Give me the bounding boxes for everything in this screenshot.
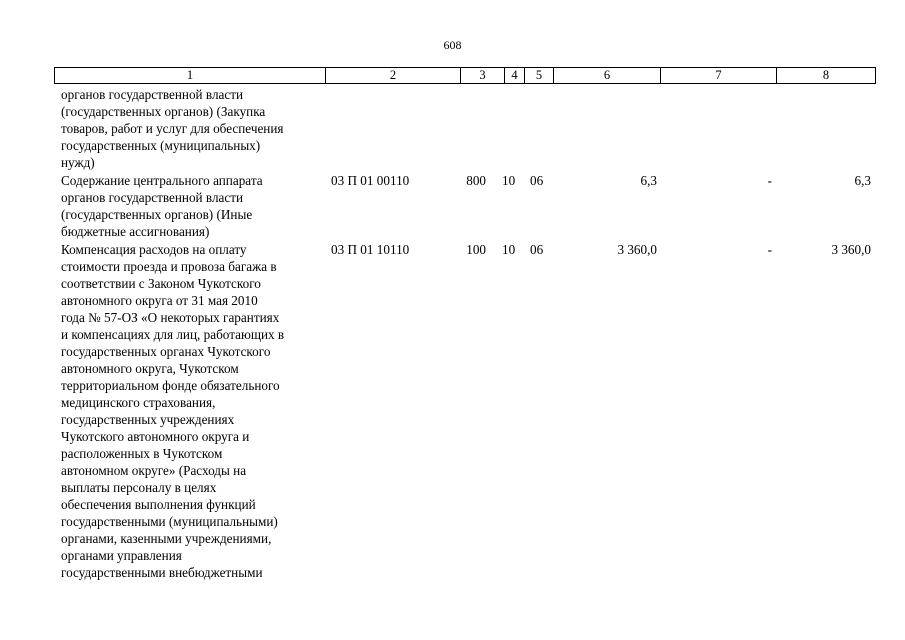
table-header (54, 67, 876, 84)
header-col-8: 8 (822, 68, 830, 82)
row-pr: 06 (530, 242, 544, 257)
row-sum-3: 3 360,0 (831, 242, 871, 257)
description-line: органов государственной власти (61, 190, 244, 205)
description-line: и компенсациях для лиц, работающих в (61, 327, 285, 342)
header-col-1: 1 (55, 68, 326, 83)
description-line: бюджетные ассигнования) (61, 224, 210, 239)
description-line: государственными внебюджетными (61, 565, 263, 580)
description-line: органов государственной власти (61, 87, 244, 102)
header-col-3: 3 (461, 68, 505, 83)
row-rz: 10 (502, 173, 516, 188)
description-line: Чукотского автономного округа и (61, 429, 250, 444)
description-line: (государственных органов) (Иные (61, 207, 253, 222)
description-line: государственными (муниципальными) (61, 514, 278, 529)
description-line: органами управления (61, 548, 182, 563)
description-line: нужд) (61, 155, 95, 170)
row-vr: 800 (466, 173, 486, 188)
description-line: расположенных в Чукотском (61, 446, 223, 461)
description-line: товаров, работ и услуг для обеспечения (61, 121, 284, 136)
description-line: автономного округа, Чукотском (61, 361, 239, 376)
description-line: выплаты персоналу в целях (61, 480, 217, 495)
row-sum-1: 3 360,0 (617, 242, 657, 257)
header-col-6: 6 (554, 68, 661, 83)
row-sum-1: 6,3 (640, 173, 657, 188)
description-line: государственных учреждениях (61, 412, 235, 427)
description-line: территориальном фонде обязательного (61, 378, 280, 393)
description-line: (государственных органов) (Закупка (61, 104, 266, 119)
description-line: государственных (муниципальных) (61, 138, 261, 153)
description-line: медицинского страхования, (61, 395, 216, 410)
description-line: года № 57-ОЗ «О некоторых гарантиях (61, 310, 280, 325)
description-line: Содержание центрального аппарата (61, 173, 263, 188)
header-col-7: 7 (661, 68, 777, 83)
description-line: обеспечения выполнения функций (61, 497, 256, 512)
header-col-5: 5 (525, 68, 554, 83)
description-line: соответствии с Законом Чукотского (61, 276, 261, 291)
row-rz: 10 (502, 242, 516, 257)
row-sum-2: - (767, 242, 772, 257)
row-vr: 100 (466, 242, 486, 257)
row-sum-2: - (767, 173, 772, 188)
row-code: 03 П 01 10110 (331, 242, 410, 257)
description-line: автономном округе» (Расходы на (61, 463, 247, 478)
header-col-2: 2 (326, 68, 461, 83)
row-code: 03 П 01 00110 (331, 173, 410, 188)
row-pr: 06 (530, 173, 544, 188)
row-description (61, 241, 323, 581)
description-line: органами, казенными учреждениями, (61, 531, 272, 546)
description-line: государственных органах Чукотского (61, 344, 271, 359)
row-sum-3: 6,3 (854, 173, 871, 188)
row-description (61, 172, 323, 240)
description-line: автономного округа от 31 мая 2010 (61, 293, 258, 308)
page-number: 608 (443, 38, 462, 52)
description-line: стоимости проезда и провоза багажа в (61, 259, 277, 274)
description-line: Компенсация расходов на оплату (61, 242, 247, 257)
row-description (61, 86, 323, 171)
header-col-4: 4 (505, 68, 525, 83)
